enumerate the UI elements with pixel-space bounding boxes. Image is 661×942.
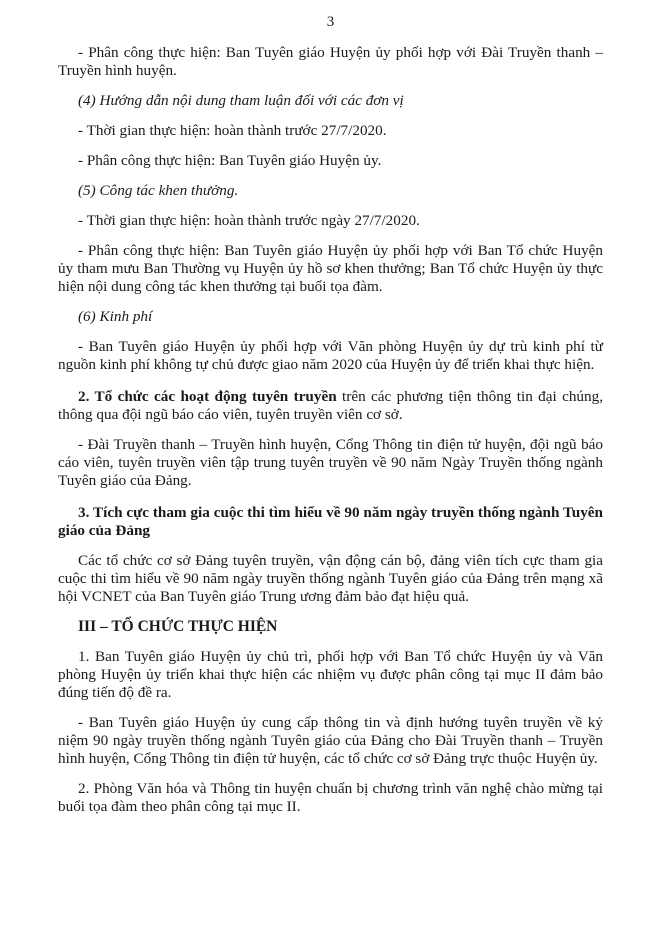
paragraph-deadline-reward: - Thời gian thực hiện: hoàn thành trước ngày 27/7/2020. <box>78 212 420 229</box>
subheading-reward: (5) Công tác khen thưởng. <box>78 182 239 199</box>
section-2-paragraph <box>58 388 603 424</box>
section-3-heading: 3. Tích cực tham gia cuộc thi tìm hiểu về 90 năm ngày truyền thống ngành Tuyên giáo của Đảng <box>58 504 603 539</box>
subheading-guidance: (4) Hướng dẫn nội dung tham luận đối với các đơn vị <box>78 92 404 109</box>
page-number: 3 <box>326 14 335 30</box>
section-2-text: trên các phương tiện thông tin đại chúng, thông qua đội ngũ báo cáo viên, tuyên truyền viên cơ sở. <box>58 388 604 423</box>
paragraph-implementation-info: - Ban Tuyên giáo Huyện ủy cung cấp thông tin và định hướng tuyên truyền về kỷ niệm 90 ngày truyền thống ngành Tuyên giáo của Đảng cho Đài Truyền thanh – Truyền hình huyện, Cổng Thông tin điện tử huyện, các tổ chức cơ sở Đảng trực thuộc Huyện ủy. <box>58 714 603 767</box>
paragraph-implementation-1: 1. Ban Tuyên giáo Huyện ủy chủ trì, phối hợp với Ban Tổ chức Huyện ủy và Văn phòng Huyện ủy triển khai thực hiện các nhiệm vụ được phân công tại mục II đảm bảo đúng tiến độ đề ra. <box>58 648 603 701</box>
document-body <box>58 44 603 816</box>
paragraph-radio-portal: - Đài Truyền thanh – Truyền hình huyện, Cổng Thông tin điện tử huyện, đội ngũ báo cáo viên, tuyên truyền viên tập trung tuyên truyền về 90 năm Ngày Truyền thống ngành Tuyên giáo của Đảng. <box>58 436 603 489</box>
paragraph-assignment-radio: - Phân công thực hiện: Ban Tuyên giáo Huyện ủy phối hợp với Đài Truyền thanh – Truyền hình huyện. <box>58 44 603 79</box>
paragraph-budget: - Ban Tuyên giáo Huyện ủy phối hợp với Văn phòng Huyện ủy dự trù kinh phí từ nguồn kinh phí không tự chủ được giao năm 2020 của Huyện ủy để triển khai thực hiện. <box>58 338 603 373</box>
subheading-budget: (6) Kinh phí <box>78 308 153 325</box>
paragraph-deadline-guidance: - Thời gian thực hiện: hoàn thành trước 27/7/2020. <box>78 122 387 139</box>
paragraph-implementation-2: 2. Phòng Văn hóa và Thông tin huyện chuẩn bị chương trình văn nghệ chào mừng tại buổi tọa đàm theo phân công tại mục II. <box>58 780 603 815</box>
section-2-heading: 2. Tổ chức các hoạt động tuyên truyền <box>78 388 337 405</box>
paragraph-contest: Các tổ chức cơ sở Đảng tuyên truyền, vận động cán bộ, đảng viên tích cực tham gia cuộc thi tìm hiểu về 90 năm ngày truyền thống ngành Tuyên giáo của Đảng trên mạng xã hội VCNET của Ban Tuyên giáo Trung ương đảm bảo đạt hiệu quả. <box>58 552 603 605</box>
paragraph-assignment-reward: - Phân công thực hiện: Ban Tuyên giáo Huyện ủy phối hợp với Ban Tổ chức Huyện ủy tham mưu Ban Thường vụ Huyện ủy hồ sơ khen thưởng; Ban Tổ chức Huyện ủy thực hiện nội dung công tác khen thưởng tại buổi tọa đàm. <box>58 242 603 295</box>
paragraph-assignment-guidance: - Phân công thực hiện: Ban Tuyên giáo Huyện ủy. <box>78 152 382 169</box>
section-iii-heading: III – TỔ CHỨC THỰC HIỆN <box>78 618 278 635</box>
